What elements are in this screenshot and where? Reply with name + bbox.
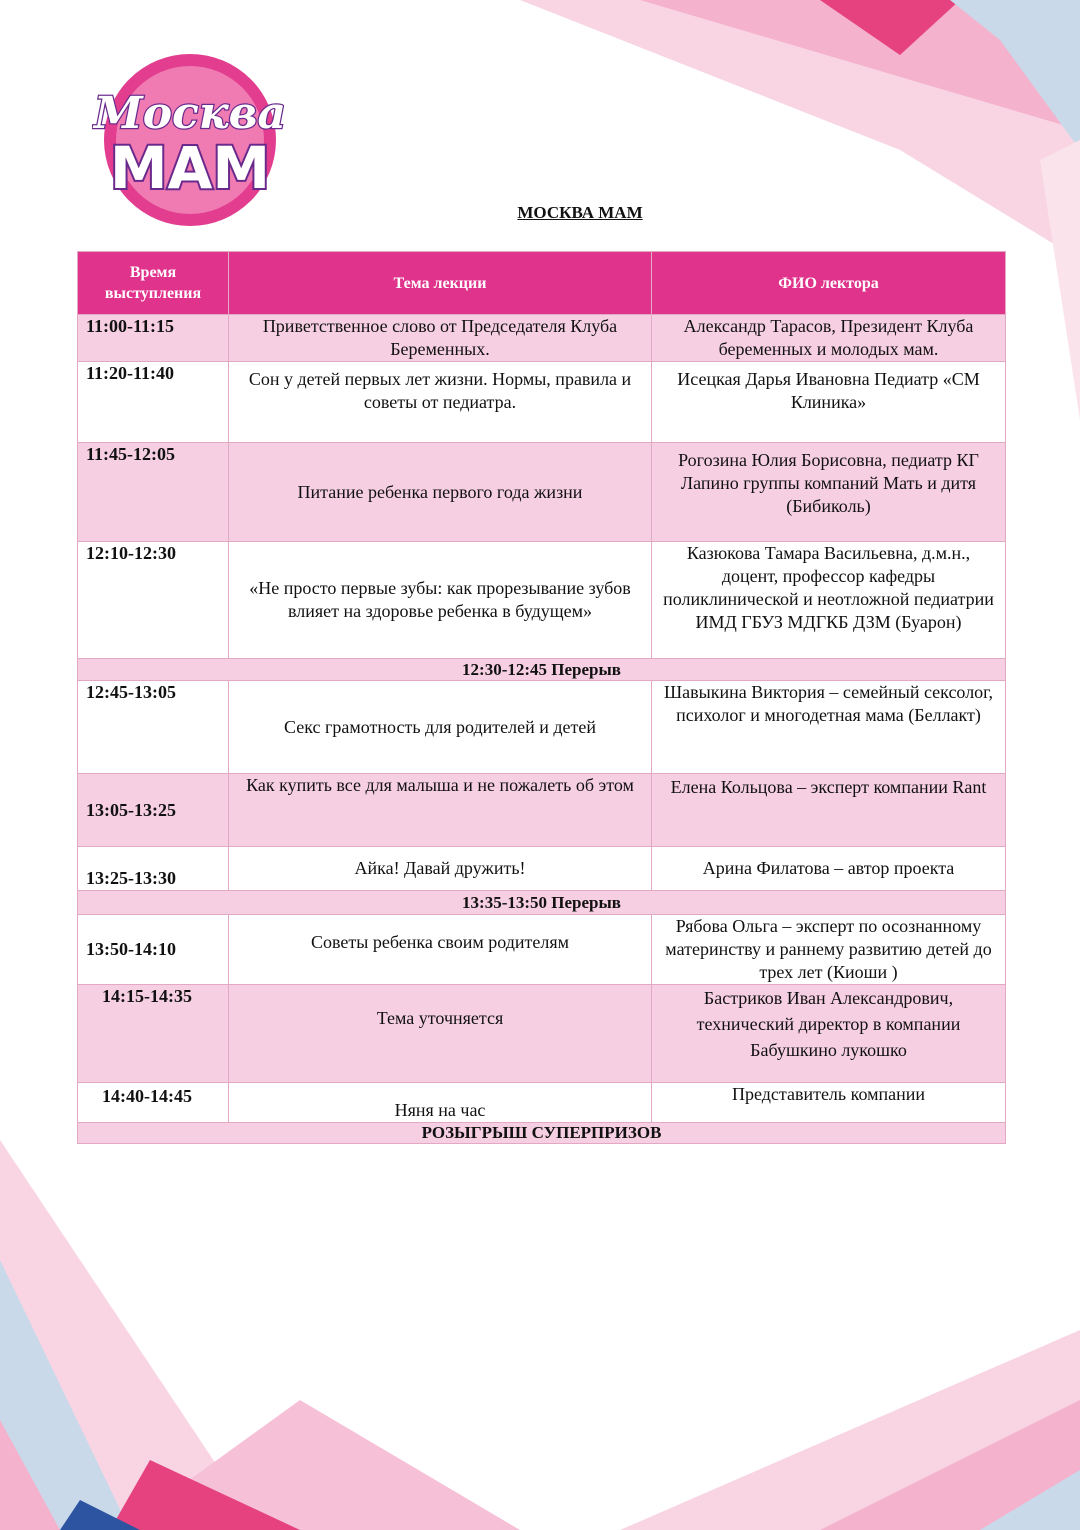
table-row — [78, 774, 1006, 847]
row-lecturer: Елена Кольцова – эксперт компании Rant — [652, 774, 1006, 847]
row-topic: Тема уточняется — [229, 985, 652, 1083]
break-row — [78, 891, 1006, 915]
row-lecturer: Александр Тарасов, Президент Клуба беременных и молодых мам. — [652, 315, 1006, 362]
header-topic: Тема лекции — [229, 252, 652, 315]
footer-row — [78, 1123, 1006, 1144]
footer-label: РОЗЫГРЫШ СУПЕРПРИЗОВ — [78, 1123, 1006, 1144]
table-row — [78, 915, 1006, 985]
row-lecturer: Казюкова Тамара Васильевна, д.м.н., доцент, профессор кафедры поликлинической и неотложной педиатрии ИМД ГБУЗ МДГКБ ДЗМ (Буарон) — [652, 542, 1006, 659]
row-time: 12:10-12:30 — [78, 542, 229, 659]
row-time: 11:20-11:40 — [78, 362, 229, 443]
row-topic: Питание ребенка первого года жизни — [229, 443, 652, 542]
table-row — [78, 443, 1006, 542]
table-row — [78, 681, 1006, 774]
row-lecturer: Рябова Ольга – эксперт по осознанному материнству и раннему развитию детей до трех лет (Киоши ) — [652, 915, 1006, 985]
row-time: 13:25-13:30 — [78, 847, 229, 891]
table-row — [78, 1083, 1006, 1123]
row-time: 14:40-14:45 — [78, 1083, 229, 1123]
break-label: 12:30-12:45 Перерыв — [78, 659, 1006, 681]
header-time: Время выступления — [78, 252, 229, 315]
row-time: 12:45-13:05 — [78, 681, 229, 774]
table-header — [78, 252, 1006, 315]
row-lecturer: Рогозина Юлия Борисовна, педиатр КГ Лапино группы компаний Мать и дитя (Бибиколь) — [652, 443, 1006, 542]
row-lecturer: Арина Филатова – автор проекта — [652, 847, 1006, 891]
break-label: 13:35-13:50 Перерыв — [78, 891, 1006, 915]
row-lecturer: Шавыкина Виктория – семейный сексолог, психолог и многодетная мама (Беллакт) — [652, 681, 1006, 774]
row-lecturer: Бастриков Иван Александрович, технический директор в компании Бабушкино лукошко — [652, 985, 1006, 1083]
row-topic: Секс грамотность для родителей и детей — [229, 681, 652, 774]
logo-line2: МАМ — [109, 134, 271, 202]
row-lecturer: Исецкая Дарья Ивановна Педиатр «СМ Клиника» — [652, 362, 1006, 443]
row-topic: Сон у детей первых лет жизни. Нормы, правила и советы от педиатра. — [229, 362, 652, 443]
row-time: 13:05-13:25 — [78, 774, 229, 847]
row-time: 11:45-12:05 — [78, 443, 229, 542]
moskva-mam-logo — [92, 50, 288, 230]
table-row — [78, 847, 1006, 891]
row-time: 11:00-11:15 — [78, 315, 229, 362]
table-row — [78, 362, 1006, 443]
row-topic: Приветственное слово от Председателя Клуба Беременных. — [229, 315, 652, 362]
row-time: 13:50-14:10 — [78, 915, 229, 985]
row-topic: Айка! Давай дружить! — [229, 847, 652, 891]
table-row — [78, 985, 1006, 1083]
row-topic: Няня на час — [229, 1083, 652, 1123]
row-topic: «Не просто первые зубы: как прорезывание зубов влияет на здоровье ребенка в будущем» — [229, 542, 652, 659]
document-title: МОСКВА МАМ — [517, 203, 643, 222]
schedule-table — [77, 251, 1006, 1144]
table-row — [78, 315, 1006, 362]
header-lecturer: ФИО лектора — [652, 252, 1006, 315]
row-time: 14:15-14:35 — [78, 985, 229, 1083]
row-lecturer: Представитель компании — [652, 1083, 1006, 1123]
row-topic: Советы ребенка своим родителям — [229, 915, 652, 985]
logo-line1: Москва — [93, 88, 287, 139]
break-row — [78, 659, 1006, 681]
row-topic: Как купить все для малыша и не пожалеть об этом — [229, 774, 652, 847]
table-row — [78, 542, 1006, 659]
